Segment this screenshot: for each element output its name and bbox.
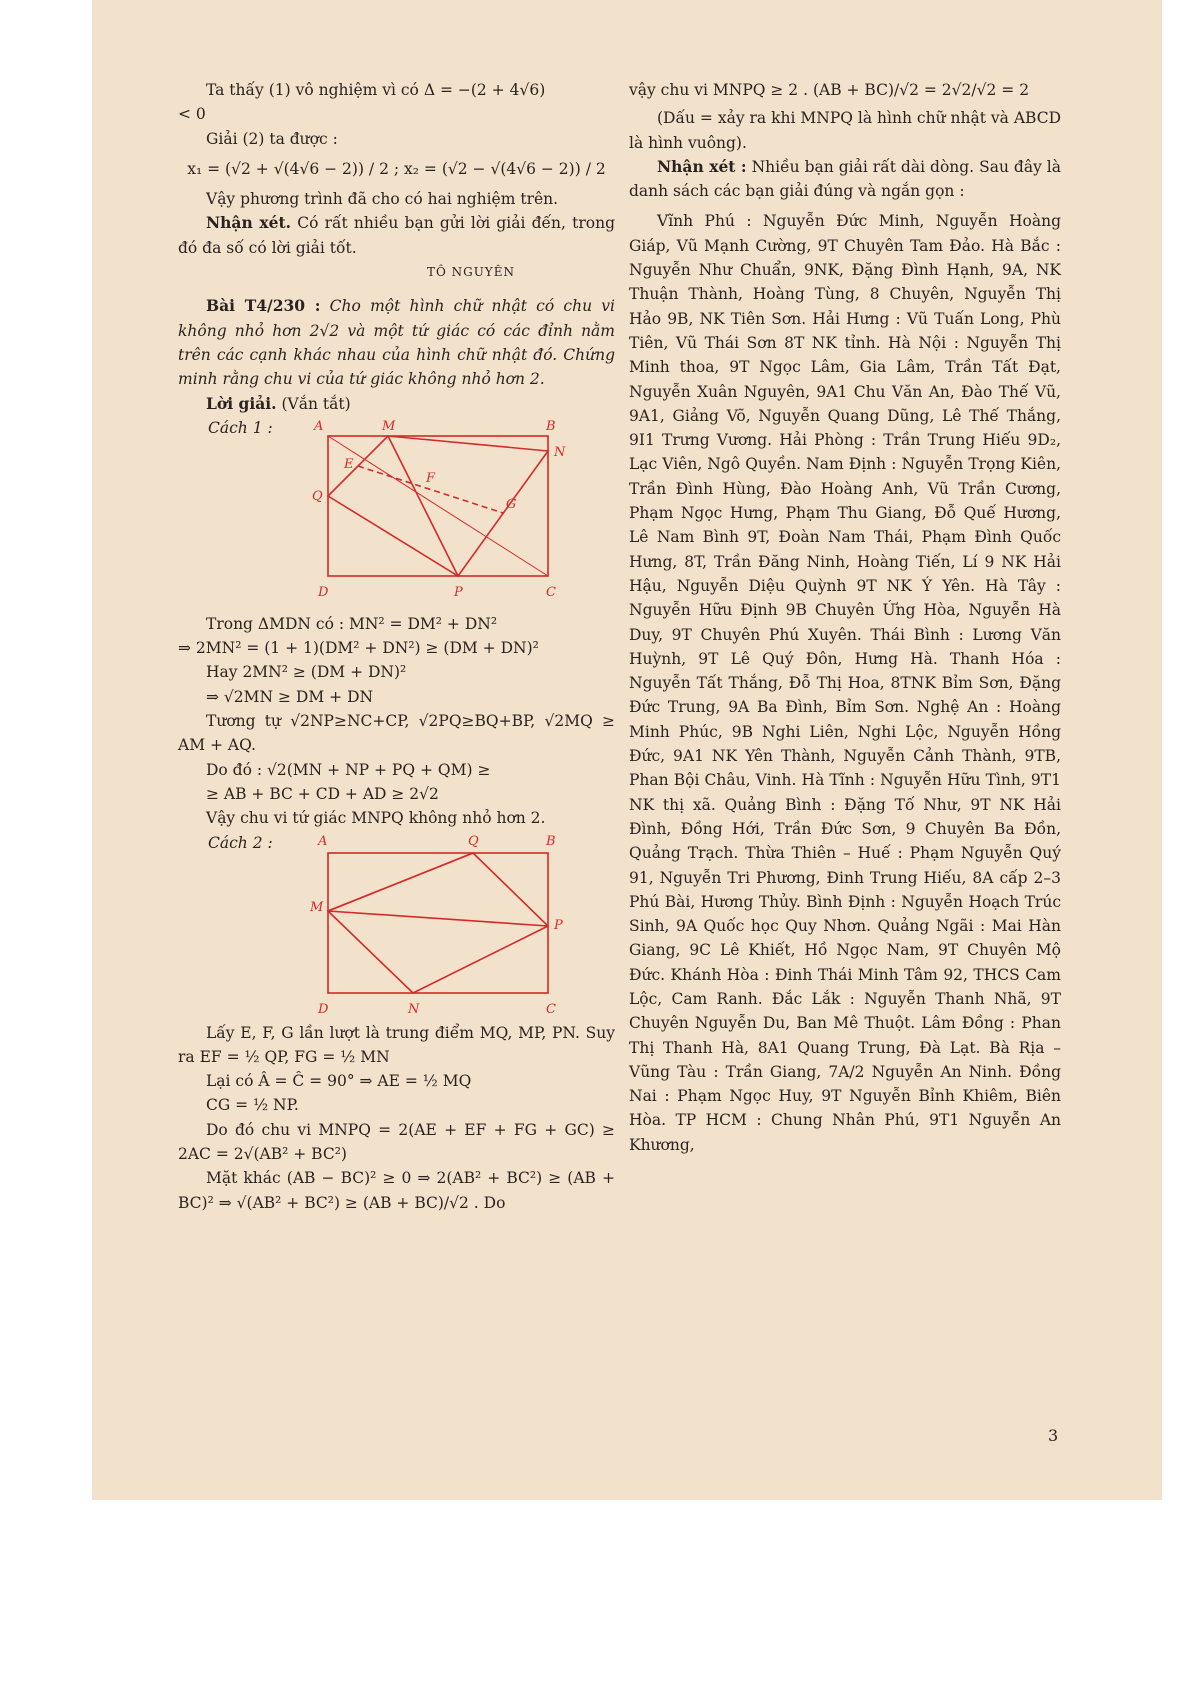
proof-line: Do đó chu vi MNPQ = 2(AE + EF + FG + GC) ≥ 2AC = 2√(AB² + BC²)	[178, 1120, 615, 1164]
solution-heading	[178, 392, 615, 416]
label-E: E	[344, 456, 354, 472]
method-1-label: Cách 1 :	[208, 418, 273, 437]
figure-2	[308, 831, 578, 1021]
label-D: D	[318, 1001, 329, 1017]
text-line: Vậy phương trình đã cho có hai nghiệm trên.	[206, 190, 559, 209]
page-number: 3	[1048, 1426, 1059, 1445]
label-M: M	[382, 418, 396, 434]
remark-2	[629, 155, 1061, 204]
proof-line: Tương tự √2NP≥NC+CP, √2PQ≥BQ+BP, √2MQ ≥ AM + AQ.	[178, 712, 615, 755]
problem-label: Bài T4/230 :	[206, 296, 321, 316]
label-P: P	[454, 584, 463, 600]
remark-2-label: Nhận xét :	[657, 156, 747, 176]
solver-list: Vĩnh Phú : Nguyễn Đức Minh, Nguyễn Hoàng Giáp, Vũ Mạnh Cường, 9T Chuyên Tam Đảo. Hà Bắc : Nguyễn Như Chuẩn, 9NK, Đặng Đình Hạnh, 9A, NK Thuận Thành, Hoàng Tùng, 8 Chuyên, Nguyễn Thị Hảo 9B, NK Tiên Sơn. Hải Hưng : Vũ Tuấn Long, Phù Tiên, Vũ Thái Sơn 8T NK tỉnh. Hà Nội : Nguyễn Thị Minh thoa, 9T Ngọc Lâm, Gia Lâm, Trần Tất Đạt, Nguyễn Xuân Nguyên, 9A1 Chu Văn An, Đào Thế Vũ, 9A1, Giảng Võ, Nguyễn Quang Dũng, Lê Thế Thắng, 9I1 Trưng Vương. Hải Phòng : Trần Trung Hiếu 9D₂, Lạc Viên, Ngô Quyền. Nam Định : Nguyễn Trọng Kiên, Trần Đình Hùng, Đào Hoàng Anh, Vũ Trần Cương, Phạm Ngọc Hưng, Phạm Thu Giang, Đỗ Quế Hương, Lê Nam Bình 9T, Đoàn Nam Thái, Phạm Đình Quốc Hưng, 8T, Trần Đăng Ninh, Hoàng Tiến, Lí 9 NK Hải Hậu, Nguyễn Diệu Quỳnh 9T NK Ý Yên. Hà Tây : Nguyễn Hữu Định 9B Chuyên Ứng Hòa, Nguyễn Hà Duy, 9T Chuyên Phú Xuyên. Thái Bình : Lương Văn Huỳnh, 9T Lê Quý Đôn, Hưng Hà. Thanh Hóa : Nguyễn Tất Thắng, Đỗ Thị Hoa, 8TNK Bỉm Sơn, Đặng Đức Trung, 9A Ba Đình, Bỉm Sơn. Nghệ An : Hoàng Minh Phúc, 9B Nghi Liên, Nghi Lộc, Nguyễn Hồng Đức, 9A1 NK Yên Thành, Nguyễn Cảnh Thành, 9TB, Phan Bội Châu, Vinh. Hà Tĩnh : Nguyễn Hữu Tình, 9T1 NK thị xã. Quảng Bình : Đặng Tố Như, 9T NK Hải Đình, Đồng Hới, Trần Đức Sơn, 9 Chuyên Ba Đồn, Quảng Trạch. Thừa Thiên – Huế : Phạm Nguyễn Quý 91, Nguyễn Tri Phương, Đinh Trung Hiếu, 8A cấp 2–3 Phú Bài, Hương Thủy. Bình Định : Nguyễn Hoạch Trúc Sinh, 9A Quốc học Quy Nhơn. Quảng Ngãi : Mai Hàn Giang, 9C Lê Khiết, Hồ Ngọc Nam, 9T Chuyên Mộ Đức. Khánh Hòa : Đinh Thái Minh Tâm 92, THCS Cam Lộc, Cam Ranh. Đắc Lắk : Nguyễn Thanh Nhã, 9T Chuyên Nguyễn Du, Ban Mê Thuột. Lâm Đồng : Phan Thị Thanh Hà, 8A1 Quang Trung, Đà Lạt. Bà Rịa – Vũng Tàu : Trần Giang, 7A/2 Nguyễn An Ninh. Đồng Nai : Phạm Ngọc Huy, 9T Nguyễn Bỉnh Khiêm, Biên Hòa. TP HCM : Chung Nhân Phú, 9T1 Nguyễn An Khương,	[629, 212, 1061, 1154]
segment-QM	[328, 853, 473, 911]
label-B: B	[546, 418, 556, 434]
proof-line: Trong ΔMDN có : MN² = DM² + DN²	[206, 614, 498, 633]
remark-2-text: Nhiều bạn giải rất dài dòng. Sau đây là danh sách các bạn giải đúng và ngắn gọn :	[629, 157, 1062, 201]
author-signature: TÔ NGUYÊN	[426, 265, 515, 280]
label-A: A	[314, 418, 324, 434]
proof-line: CG = ½ NP.	[206, 1096, 299, 1115]
label-Q: Q	[468, 833, 479, 849]
solution-label: Lời giải.	[206, 393, 277, 413]
conclusion-line: vậy chu vi MNPQ ≥ 2 . (AB + BC)/√2 = 2√2/√2 = 2	[629, 81, 1030, 99]
solution-note: (Vắn tắt)	[276, 394, 351, 413]
text-line: Ta thấy (1) vô nghiệm vì có Δ = −(2 + 4√6)	[206, 81, 546, 99]
proof-line: Hay 2MN² ≥ (DM + DN)²	[206, 663, 407, 682]
remark	[178, 211, 615, 260]
text-line: < 0	[178, 105, 206, 124]
label-B: B	[546, 833, 556, 849]
label-G: G	[506, 496, 517, 512]
label-D: D	[318, 584, 329, 600]
label-C: C	[546, 584, 556, 600]
equality-condition: (Dấu = xảy ra khi MNPQ là hình chữ nhật và ABCD là hình vuông).	[629, 109, 1061, 152]
proof-line: ⇒ √2MN ≥ DM + DN	[206, 687, 374, 706]
segment-MP	[328, 911, 548, 926]
figure-2-lines	[328, 853, 548, 993]
remark-text: Có rất nhiều bạn gửi lời giải đến, trong đó đa số có lời giải tốt.	[178, 214, 615, 257]
text-line: Giải (2) ta được :	[206, 129, 338, 148]
label-N: N	[408, 1001, 420, 1017]
proof-line: Do đó : √2(MN + NP + PQ + QM) ≥	[206, 760, 491, 779]
left-column	[178, 78, 615, 1215]
figure-1	[308, 416, 578, 612]
figure-2-row	[178, 831, 615, 1021]
proof-line: Lấy E, F, G lần lượt là trung điểm MQ, MP, PN. Suy ra EF = ½ QP, FG = ½ MN	[178, 1023, 615, 1066]
label-N: N	[554, 444, 566, 460]
label-F: F	[426, 470, 436, 486]
remark-label: Nhận xét.	[206, 213, 292, 233]
figure-1-row	[178, 416, 615, 612]
label-M: M	[310, 899, 324, 915]
formula: x₁ = (√2 + √(4√6 − 2)) / 2 ; x₂ = (√2 − √(4√6 − 2)) / 2	[187, 159, 606, 178]
label-P: P	[554, 917, 563, 933]
method-2-label: Cách 2 :	[208, 833, 273, 852]
label-A: A	[318, 833, 328, 849]
problem-text: Cho một hình chữ nhật có chu vi không nhỏ hơn 2√2 và một tứ giác có các đỉnh nằm trên các cạnh khác nhau của hình chữ nhật đó. Chứng minh rằng chu vi của tứ giác không nhỏ hơn 2.	[178, 297, 615, 389]
problem-statement	[178, 294, 615, 391]
figure-2-labels	[309, 834, 563, 1017]
label-Q: Q	[312, 488, 323, 504]
proof-line: Vậy chu vi tứ giác MNPQ không nhỏ hơn 2.	[206, 809, 546, 828]
proof-line: Lại có Â = Ĉ = 90° ⇒ AE = ½ MQ	[206, 1072, 472, 1091]
proof-line: ⇒ 2MN² = (1 + 1)(DM² + DN²) ≥ (DM + DN)²	[178, 639, 539, 658]
right-column	[629, 78, 1061, 1157]
proof-line: Mặt khác (AB − BC)² ≥ 0 ⇒ 2(AB² + BC²) ≥ (AB + BC)² ⇒ √(AB² + BC²) ≥ (AB + BC)/√2 . Do	[178, 1169, 615, 1212]
label-C: C	[546, 1001, 556, 1017]
proof-line: ≥ AB + BC + CD + AD ≥ 2√2	[206, 784, 439, 803]
